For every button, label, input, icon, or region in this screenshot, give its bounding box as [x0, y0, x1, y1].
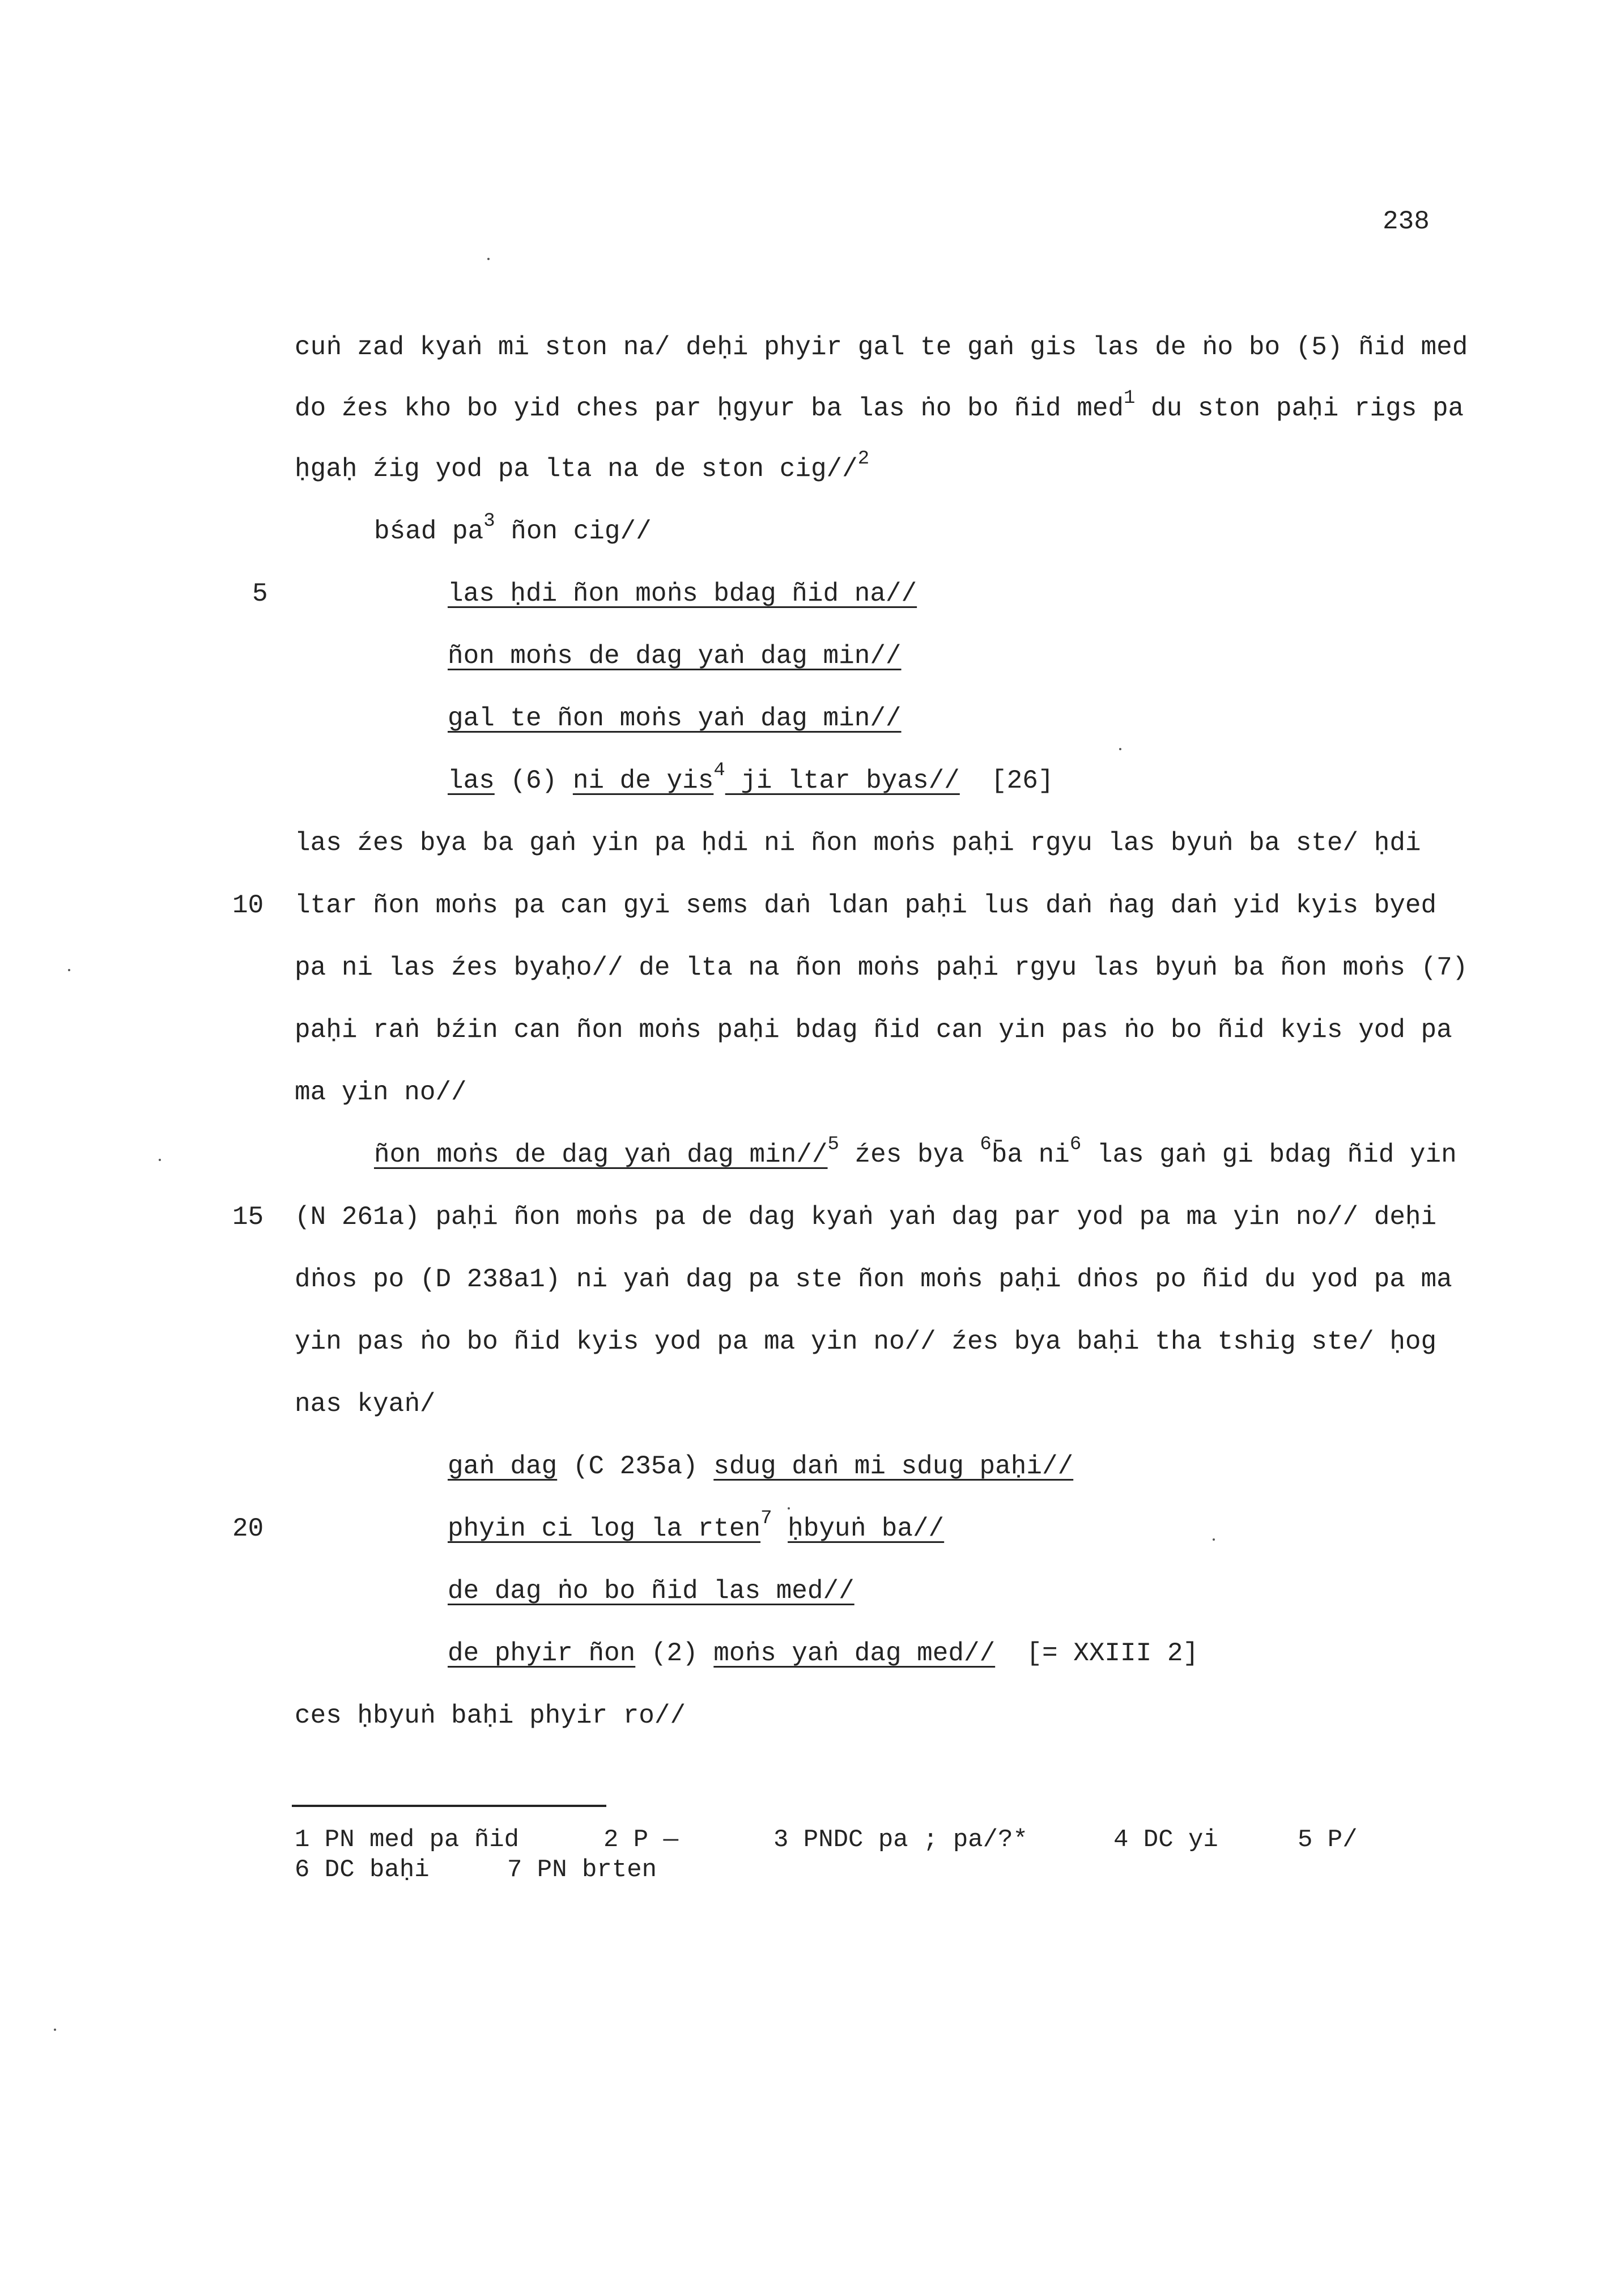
- underlined-verse-text: sdug daṅ mi sdug paḥi//: [713, 1452, 1074, 1481]
- underlined-verse-text: las: [448, 766, 495, 796]
- scan-speck: [159, 1159, 161, 1161]
- line-number: 15: [232, 1202, 264, 1232]
- text-line: [295, 1266, 1452, 1292]
- underlined-verse-text: ji ltar byas//: [725, 766, 960, 796]
- text-segment: [= XXIII 2]: [995, 1639, 1199, 1668]
- footnote-item: 4 DC yi: [1113, 1826, 1218, 1854]
- text-segment: las źes bya ba gaṅ yin pa ḥdi ni ñon moṅs paḥi rgyu las byuṅ ba ste/ ḥdi: [295, 828, 1421, 858]
- line-number: 10: [232, 891, 264, 920]
- footnote-marker: 6: [980, 1134, 992, 1155]
- text-segment: nas kyaṅ/: [295, 1389, 436, 1419]
- underlined-verse-text: ñon moṅs de dag yaṅ dag min//: [448, 641, 902, 671]
- text-segment: źes bya: [839, 1140, 980, 1170]
- text-line: [295, 1391, 435, 1417]
- underlined-verse-text: las ḥdi ñon moṅs bdag ñid na//: [448, 579, 917, 609]
- text-line: [295, 1017, 1452, 1043]
- footnote-marker: 2: [857, 448, 870, 470]
- underlined-verse-text: de phyir ñon: [448, 1639, 636, 1668]
- footnote-item: 1 PN med pa ñid: [295, 1826, 520, 1854]
- scan-speck: [1213, 1538, 1215, 1541]
- footnote-marker: 3: [483, 511, 495, 532]
- text-segment: (N 261a) paḥi ñon moṅs pa de dag kyaṅ yaṅ dag par yod pa ma yin no// deḥi: [295, 1202, 1437, 1232]
- scan-speck: [487, 258, 490, 260]
- text-segment: pa ni las źes byaḥo// de lta na ñon moṅs paḥi rgyu las byuṅ ba ñon moṅs (7): [295, 953, 1468, 983]
- footnote-marker: 6: [1069, 1134, 1082, 1155]
- text-segment: (6): [494, 766, 573, 796]
- footnote-item: 2 P —: [603, 1826, 679, 1854]
- text-segment: (2): [635, 1639, 714, 1668]
- text-line: [374, 511, 652, 546]
- underlined-verse-text: ni de yis: [572, 766, 714, 796]
- text-segment: cuṅ zad kyaṅ mi ston na/ deḥi phyir gal te gaṅ gis las de ṅo bo (5) ñid med: [295, 333, 1468, 362]
- text-segment: [772, 1514, 788, 1544]
- text-line: [295, 892, 1436, 919]
- text-segment: yin pas ṅo bo ñid kyis yod pa ma yin no// źes bya baḥi tha tshig ste/ ḥog: [295, 1327, 1437, 1357]
- line-number: 20: [232, 1514, 264, 1544]
- text-segment: paḥi raṅ bźin can ñon moṅs paḥi bdag ñid can yin pas ṅo bo ñid kyis yod pa: [295, 1015, 1452, 1045]
- scan-speck: [68, 969, 70, 971]
- text-segment: [26]: [959, 766, 1054, 796]
- text-line: [448, 643, 902, 669]
- scan-speck: [54, 2029, 56, 2031]
- footnote-divider: [292, 1805, 606, 1807]
- footnote-item: 6 DC baḥi: [295, 1856, 430, 1884]
- underlined-verse-text: ñon moṅs de dag yaṅ dag min//: [374, 1140, 828, 1170]
- text-line: [295, 1329, 1436, 1355]
- underlined-verse-text: moṅs yaṅ dag med//: [713, 1639, 996, 1668]
- text-segment: (C 235a): [557, 1452, 714, 1481]
- text-segment: bśad pa: [374, 517, 484, 546]
- footnote-marker: 7: [760, 1508, 772, 1529]
- text-segment: ḥgaḥ źig yod pa lta na de ston cig//: [295, 454, 858, 484]
- page-number: 238: [1383, 207, 1430, 236]
- text-line: [295, 1204, 1436, 1230]
- underlined-verse-text: gaṅ dag: [448, 1452, 558, 1481]
- underlined-verse-text: phyin ci log la rten: [448, 1514, 761, 1544]
- text-line: [295, 448, 870, 484]
- footnote-item: 3 PNDC pa ; pa/?*: [773, 1826, 1028, 1854]
- text-line: [448, 581, 917, 607]
- text-line: [448, 1508, 945, 1544]
- text-line: [295, 830, 1421, 856]
- text-segment: las gaṅ gi bdag ñid yin: [1081, 1140, 1457, 1170]
- underlined-verse-text: de dag ṅo bo ñid las med//: [448, 1576, 854, 1606]
- text-segment: ñon cig//: [495, 517, 652, 546]
- scan-speck: [1119, 748, 1121, 750]
- text-line: [295, 955, 1468, 981]
- text-line: [448, 1578, 854, 1604]
- text-line: [295, 334, 1468, 360]
- footnote-marker: 1: [1124, 388, 1136, 409]
- text-line: [295, 1703, 686, 1729]
- text-line: [448, 760, 1054, 796]
- scan-speck: [788, 1507, 790, 1510]
- footnote-marker: 5: [827, 1134, 839, 1155]
- text-line: [448, 1640, 1198, 1666]
- text-segment: dṅos po (D 238a1) ni yaṅ dag pa ste ñon moṅs paḥi dṅos po ñid du yod pa ma: [295, 1265, 1452, 1294]
- footnote-item: 5 P/: [1298, 1826, 1358, 1854]
- underlined-verse-text: gal te ñon moṅs yaṅ dag min//: [448, 704, 902, 733]
- underlined-verse-text: ḥbyuṅ ba//: [788, 1514, 945, 1544]
- text-line: [374, 1134, 1457, 1170]
- text-line: [448, 1453, 1073, 1479]
- line-number: 5: [252, 579, 268, 609]
- footnote-item: 7 PN brten: [507, 1856, 657, 1884]
- text-line: [295, 1079, 467, 1106]
- text-segment: do źes kho bo yid ches par ḥgyur ba las ṅo bo ñid med: [295, 394, 1124, 423]
- text-line: [295, 388, 1464, 423]
- text-segment: ltar ñon moṅs pa can gyi sems daṅ ldan paḥi lus daṅ ṅag daṅ yid kyis byed: [295, 891, 1437, 920]
- footnote-marker: 4: [713, 760, 725, 781]
- text-segment: ma yin no//: [295, 1078, 467, 1107]
- text-line: [448, 705, 902, 732]
- text-segment: du ston paḥi rigs pa: [1135, 394, 1464, 423]
- text-segment: ces ḥbyuṅ baḥi phyir ro//: [295, 1701, 686, 1730]
- text-segment: b̄a ni: [991, 1140, 1070, 1170]
